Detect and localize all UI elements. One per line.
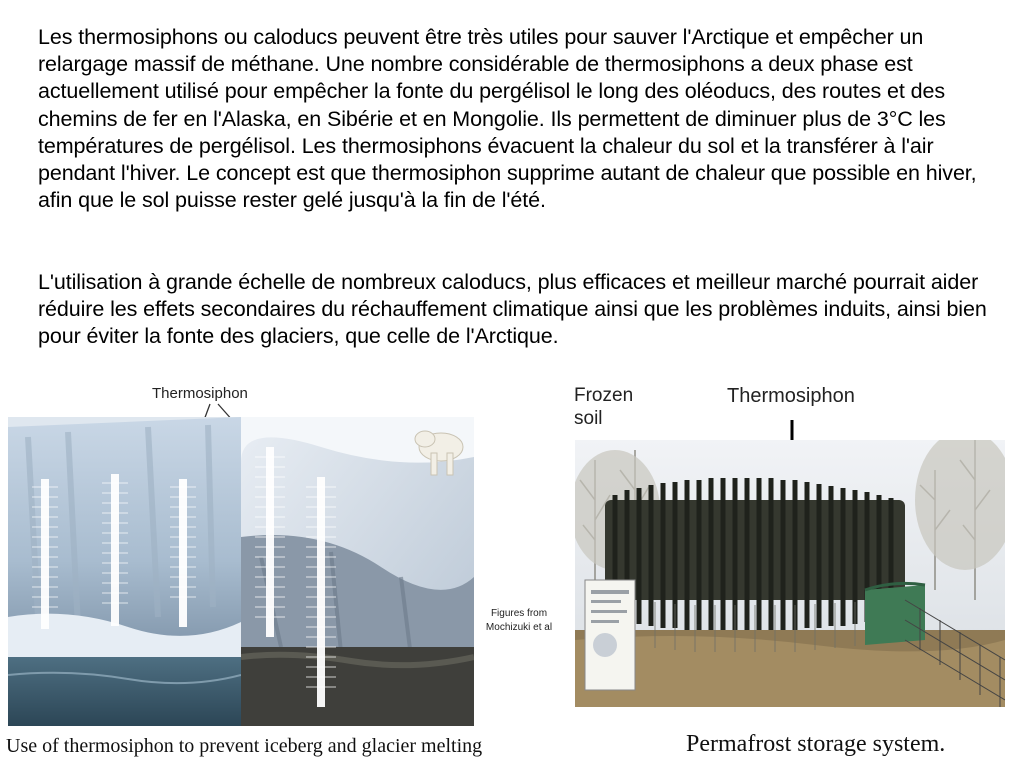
permafrost-storage-photo (575, 440, 1005, 707)
figure-credit: Figures from Mochizuki et al (485, 608, 553, 633)
iceberg-photo (8, 417, 241, 726)
frozen-soil-label: Frozen soil (574, 385, 634, 429)
intro-paragraph: Les thermosiphons ou caloducs peuvent être très utiles pour sauver l'Arctique et empêcher un relargage massif de méthane. Une nombre considérable de thermosiphons a deux phase est actuellement utilisé pour empêcher la fonte du pergélisol le long des oléoducs, des routes et des chemins de fer en l'Alaska, en Sibérie et en Mongolie. Ils permettent de diminuer plus de 3°C les températures de pergélisol. Les thermosiphons évacuent la chaleur du sol et la transférer à l'air pendant l'hiver. Le concept est que thermosiphon supprime autant de chaleur que possible en hiver, afin que le sol puisse rester gelé jusqu'à la fin de l'été. (38, 25, 977, 213)
thermosiphon-label-left: Thermosiphon (152, 385, 248, 402)
caption-left: Use of thermosiphon to prevent iceberg and glacier melting (6, 735, 483, 757)
glacier-photo (241, 417, 474, 726)
caption-right: Permafrost storage system. (686, 731, 946, 757)
second-paragraph: L'utilisation à grande échelle de nombreux caloducs, plus efficaces et meilleur marché pourrait aider réduire les effets secondaires du réchauffement climatique ainsi que les problèmes induits, ainsi bien pour éviter la fonte des glaciers, que celle de l'Arctique. (38, 270, 987, 349)
thermosiphon-label-right: Thermosiphon (727, 385, 855, 407)
